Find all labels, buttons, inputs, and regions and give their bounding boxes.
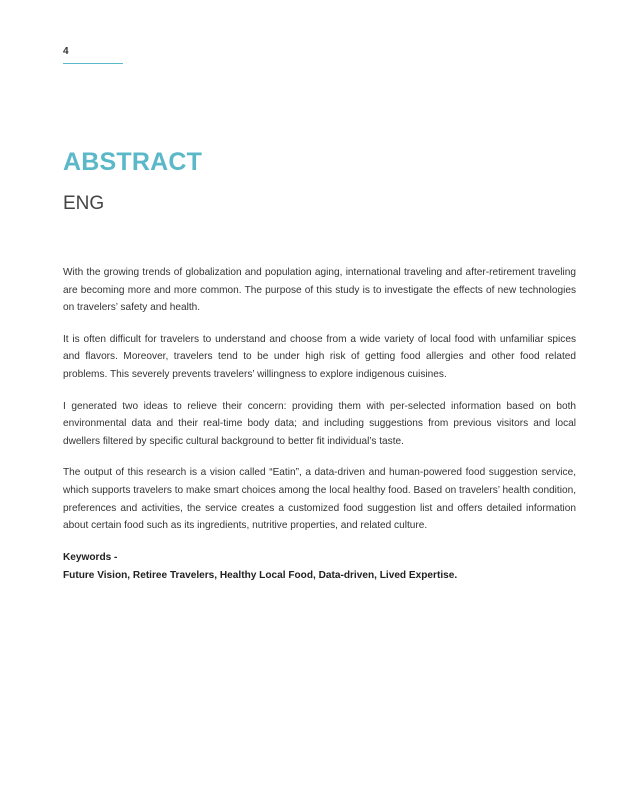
keywords-label: Keywords - — [63, 552, 118, 563]
keywords-list: Future Vision, Retiree Travelers, Healthy Local Food, Data-driven, Lived Expertise. — [63, 569, 458, 581]
abstract-paragraph: The output of this research is a vision called “Eatin”, a data-driven and human-powered food suggestion service, which supports travelers to make smart choices among the local healthy food. Based on travelers’ health condition, preferences and activities, the service creates a customized food suggestion list and offers detailed information about certain food such as its ingredients, nutritive properties, and related culture. — [63, 467, 576, 532]
language-label: ENG — [63, 193, 105, 214]
page-number-underline — [63, 63, 123, 64]
abstract-heading: ABSTRACT — [63, 148, 203, 176]
abstract-paragraph: It is often difficult for travelers to understand and choose from a wide variety of local food with unfamiliar spices and flavors. Moreover, travelers tend to be under high risk of getting food allergies and other food related problems. This severely prevents travelers’ willingness to explore indigenous cuisines. — [63, 333, 576, 380]
keywords-section — [63, 549, 583, 584]
abstract-body — [63, 264, 576, 549]
abstract-paragraph: With the growing trends of globalization and population aging, international traveling and after-retirement traveling are becoming more and more common. The purpose of this study is to investigate the effects of new technologies on travelers’ safety and health. — [63, 267, 576, 314]
page-number: 4 — [63, 46, 69, 57]
abstract-paragraph: I generated two ideas to relieve their concern: providing them with per-selected information based on both environmental data and their real-time body data; and including suggestions from previous visitors and local dwellers filtered by specific cultural background to better fit individual’s taste. — [63, 400, 576, 447]
